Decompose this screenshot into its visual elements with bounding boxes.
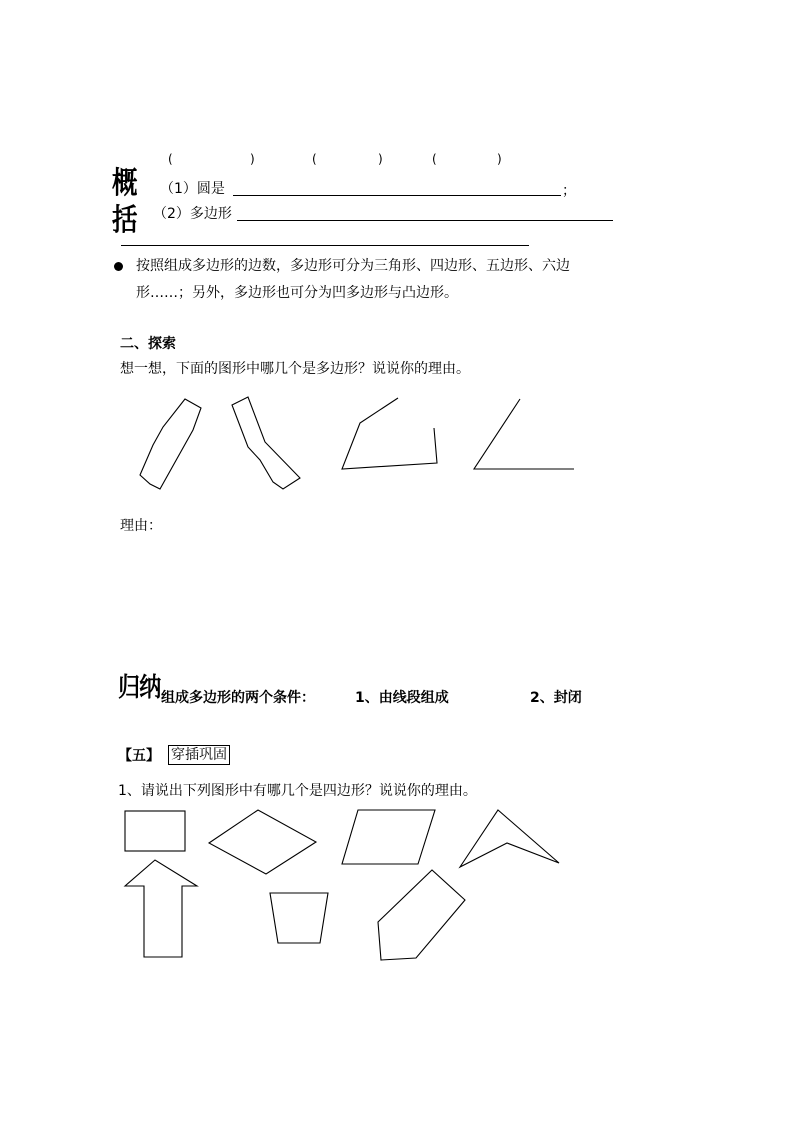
explore-heading: 二、探索 bbox=[120, 336, 176, 352]
blank-paren-3-open: ( bbox=[432, 152, 437, 166]
explore-figure-angle bbox=[474, 399, 574, 469]
induction-condition-2: 2、封闭 bbox=[530, 690, 582, 706]
quad-figure-parallelogram bbox=[342, 810, 435, 864]
section5-question: 1、请说出下列图形中有哪几个是四边形？说说你的理由。 bbox=[118, 783, 477, 799]
explore-question: 想一想，下面的图形中哪几个是多边形？说说你的理由。 bbox=[120, 361, 470, 377]
induction-text: 组成多边形的两个条件： bbox=[161, 690, 315, 706]
summary-item-1-prefix: （1）圆是 bbox=[160, 181, 225, 197]
quad-figure-concave-arrowhead bbox=[460, 810, 559, 867]
quad-figure-rhombus bbox=[209, 810, 316, 874]
blank-paren-3-close: ) bbox=[497, 152, 502, 166]
quad-figure-rectangle bbox=[125, 811, 185, 851]
summary-heading-char-2: 括 bbox=[112, 203, 137, 238]
blank-paren-2-open: ( bbox=[312, 152, 317, 166]
summary-item-1-suffix: ； bbox=[562, 183, 576, 199]
induction-heading: 归纳 bbox=[118, 673, 161, 703]
section5-boxed-label: 穿插巩固 bbox=[168, 745, 230, 765]
explore-figure-tilted-bar bbox=[140, 399, 201, 489]
explore-figure-open-polyline bbox=[342, 398, 437, 469]
quad-figure-trapezoid bbox=[270, 893, 328, 943]
blank-paren-1-open: ( bbox=[168, 152, 173, 166]
explore-figure-bent-bar bbox=[232, 397, 300, 489]
blank-paren-2-close: ) bbox=[378, 152, 383, 166]
quad-figure-up-arrow bbox=[125, 860, 197, 957]
summary-item-2-prefix: （2）多边形 bbox=[153, 206, 232, 222]
section5-bracket-label: 【五】 bbox=[118, 748, 160, 764]
bullet-note-line-1: 按照组成多边形的边数，多边形可分为三角形、四边形、五边形、六边 bbox=[136, 258, 570, 274]
explore-reason-label: 理由： bbox=[120, 518, 162, 534]
summary-heading-char-1: 概 bbox=[112, 166, 137, 201]
bullet-note-line-2: 形……；另外，多边形也可分为凹多边形与凸边形。 bbox=[136, 285, 458, 301]
quad-figure-pentagon bbox=[378, 870, 465, 960]
induction-condition-1: 1、由线段组成 bbox=[355, 690, 449, 706]
blank-paren-1-close: ) bbox=[250, 152, 255, 166]
